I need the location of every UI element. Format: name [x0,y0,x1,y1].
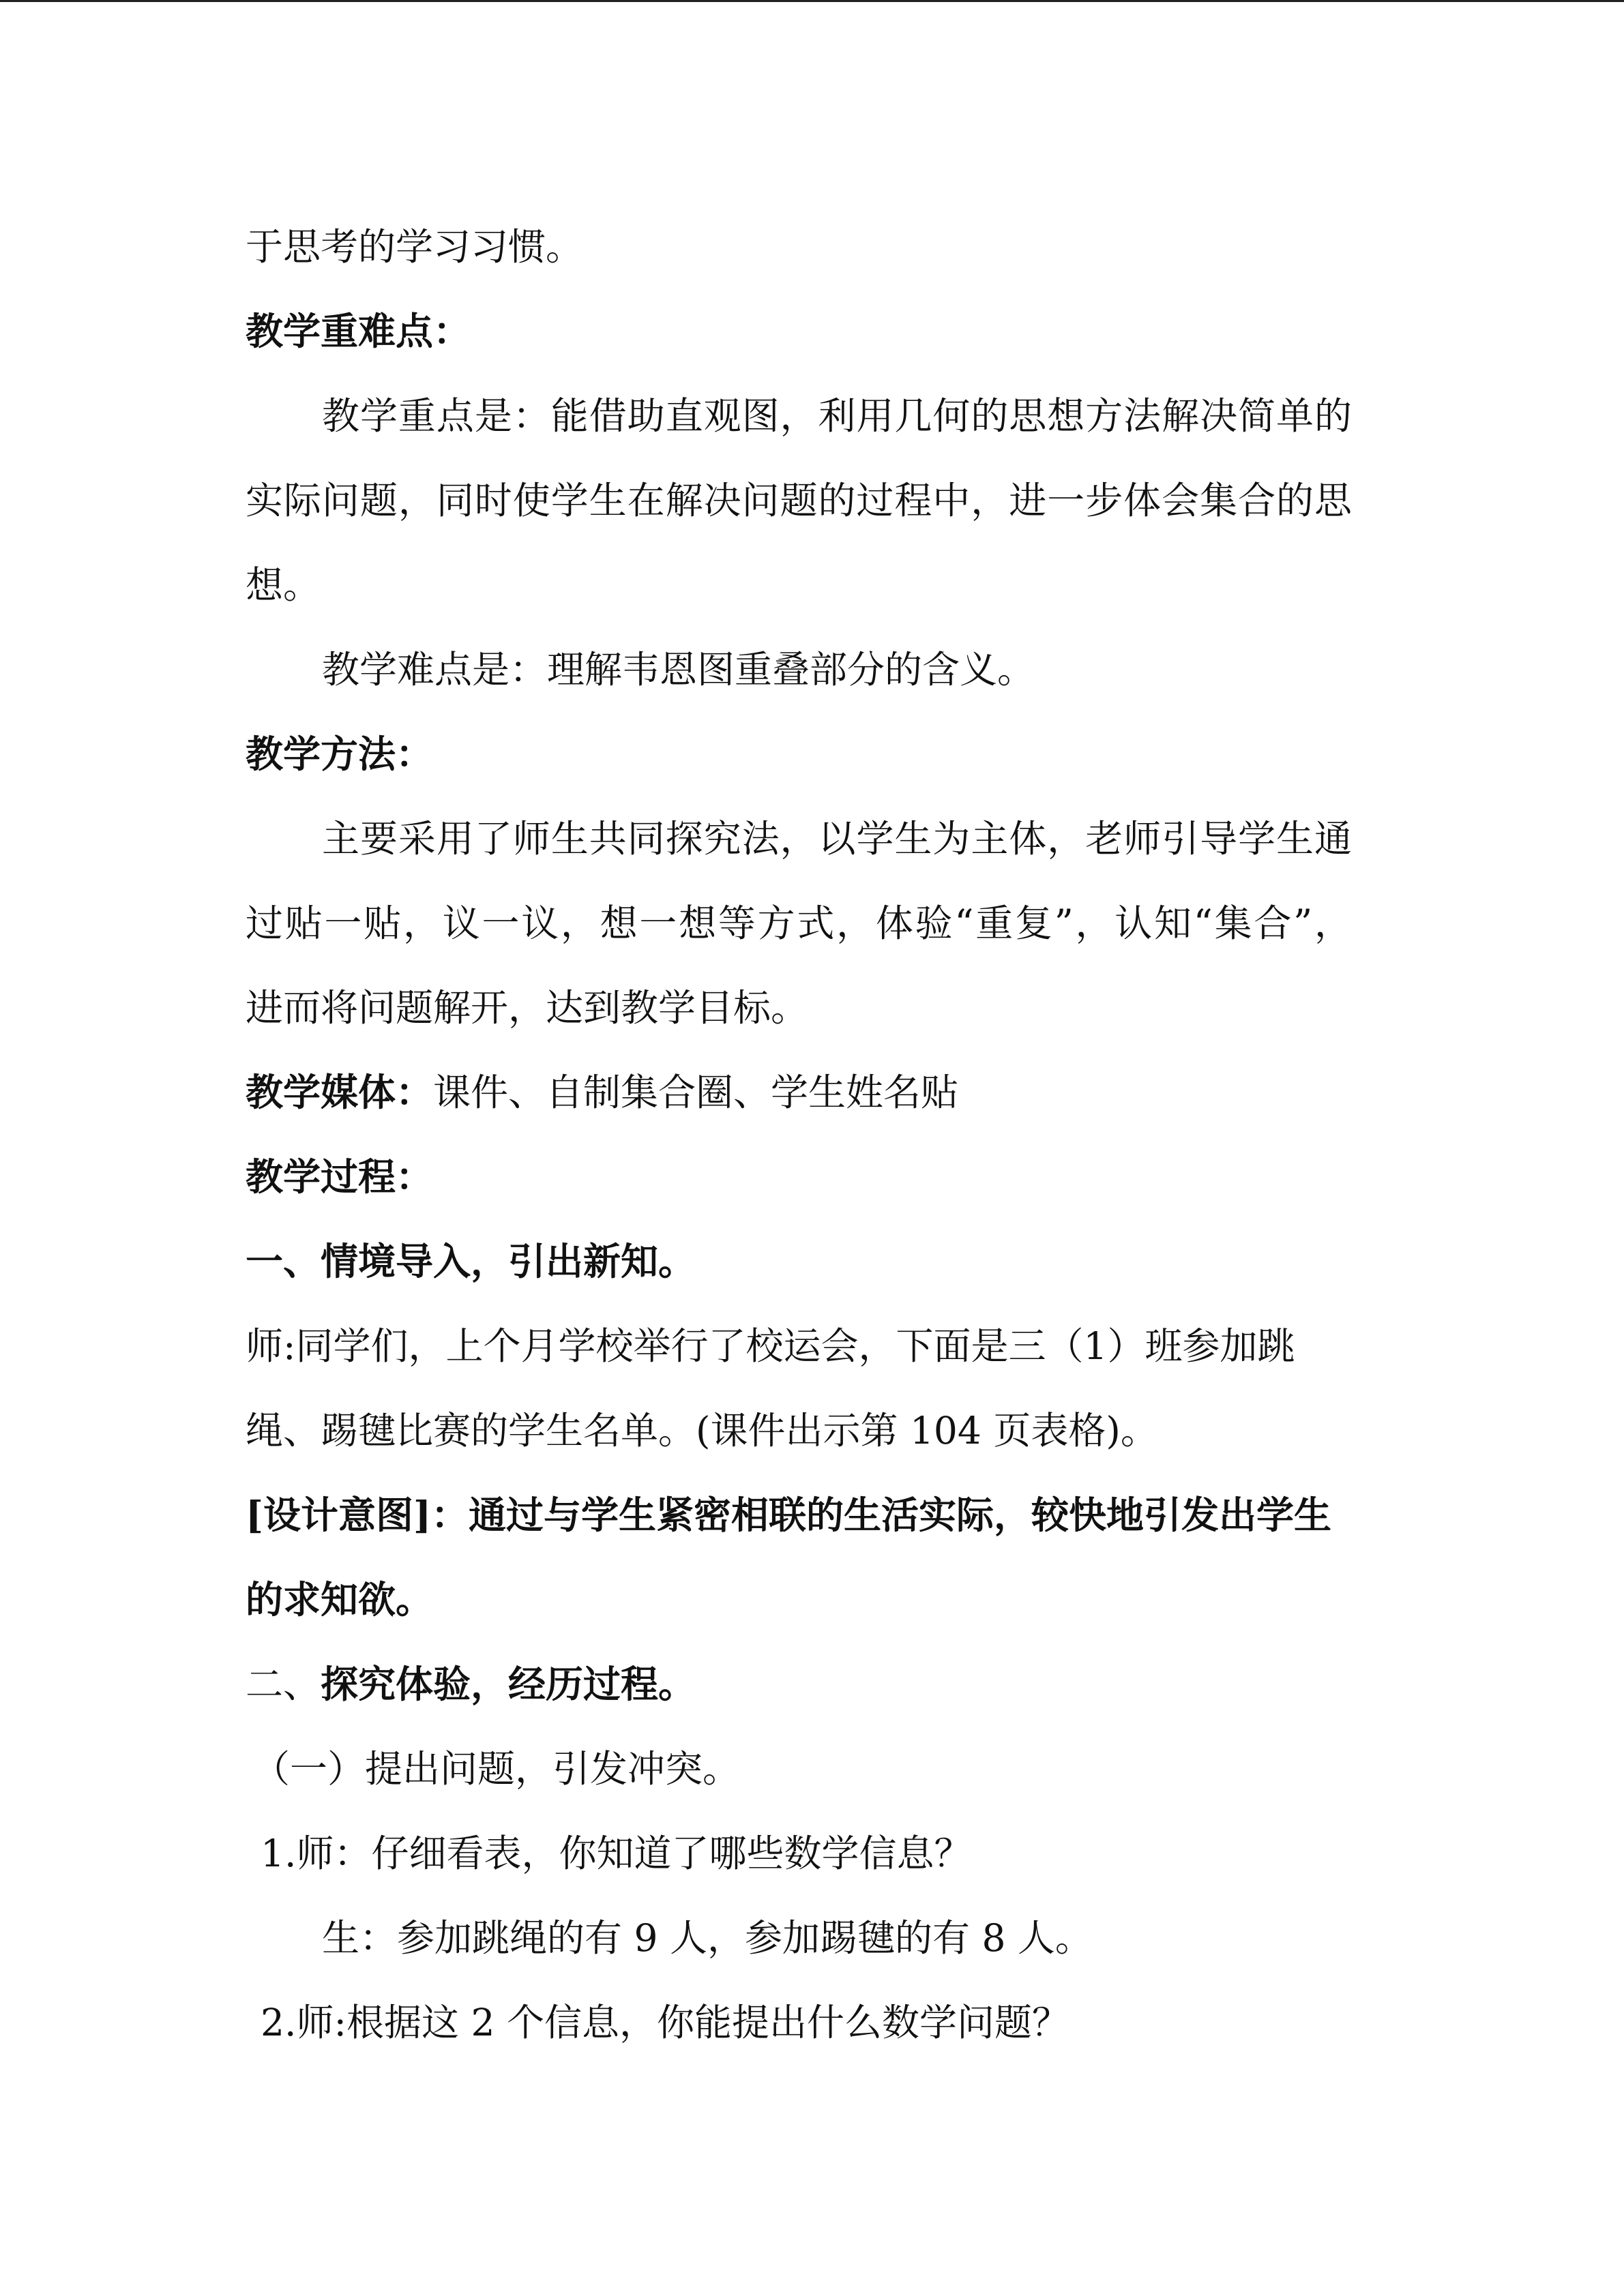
paragraph-line: 实际问题，同时使学生在解决问题的过程中，进一步体会集合的思 [246,479,1352,522]
paragraph-line: 教学难点是：理解韦恩图重叠部分的含义。 [322,648,1035,691]
list-item: 1.师：仔细看表，你知道了哪些数学信息？ [261,1832,972,1875]
paragraph-line: 绳、踢毽比赛的学生名单。(课件出示第 104 页表格)。 [246,1409,1158,1452]
document-body [246,205,1364,2065]
paragraph-line: 教学重点是：能借助直观图，利用几何的思想方法解决简单的 [322,394,1352,438]
paragraph-line: 过贴一贴，议一议，想一想等方式，体验“重复”，认知“集合”， [246,901,1352,945]
paragraph-line: 于思考的学习习惯。 [246,225,584,269]
section-heading-part-two [246,1642,1364,1727]
list-item: 2.师:根据这 2 个信息，你能提出什么数学问题？ [261,2001,1069,2044]
paragraph-line: 主要采用了师生共同探究法，以学生为主体，老师引导学生通 [322,817,1352,861]
paragraph-line: 进而将问题解开，达到教学目标。 [246,986,809,1030]
teaching-media-text: 课件、自制集合圈、学生姓名贴 [433,1071,959,1114]
page-top-border [0,0,1624,2]
paragraph-line: 师:同学们，上个月学校举行了校运会，下面是三（1）班参加跳 [246,1324,1295,1368]
subsection-heading: （一）提出问题，引发冲突。 [252,1747,741,1791]
design-intent-label: [设计意图] [246,1493,432,1537]
section-heading-key-difficult-points: 教学重难点： [246,309,471,353]
paragraph-line: 的求知欲。 [246,1577,434,1622]
design-intent-text: ：通过与学生紧密相联的生活实际，较快地引发出学生 [431,1493,1332,1537]
design-intent-line [246,1473,1364,1557]
section-heading-part-one: 一、情境导入，引出新知。 [246,1239,696,1283]
section-title: 探究体验，经历过程。 [321,1662,696,1706]
section-heading-teaching-media: 教学媒体： [246,1070,434,1114]
section-number: 二、 [246,1663,321,1706]
paragraph-line: 生：参加跳绳的有 9 人，参加踢毽的有 8 人。 [322,1916,1093,1960]
section-heading-teaching-method: 教学方法： [246,732,434,776]
paragraph-line: 想。 [246,563,321,607]
teaching-media-line [246,1050,1364,1135]
section-heading-teaching-process: 教学过程： [246,1154,434,1199]
